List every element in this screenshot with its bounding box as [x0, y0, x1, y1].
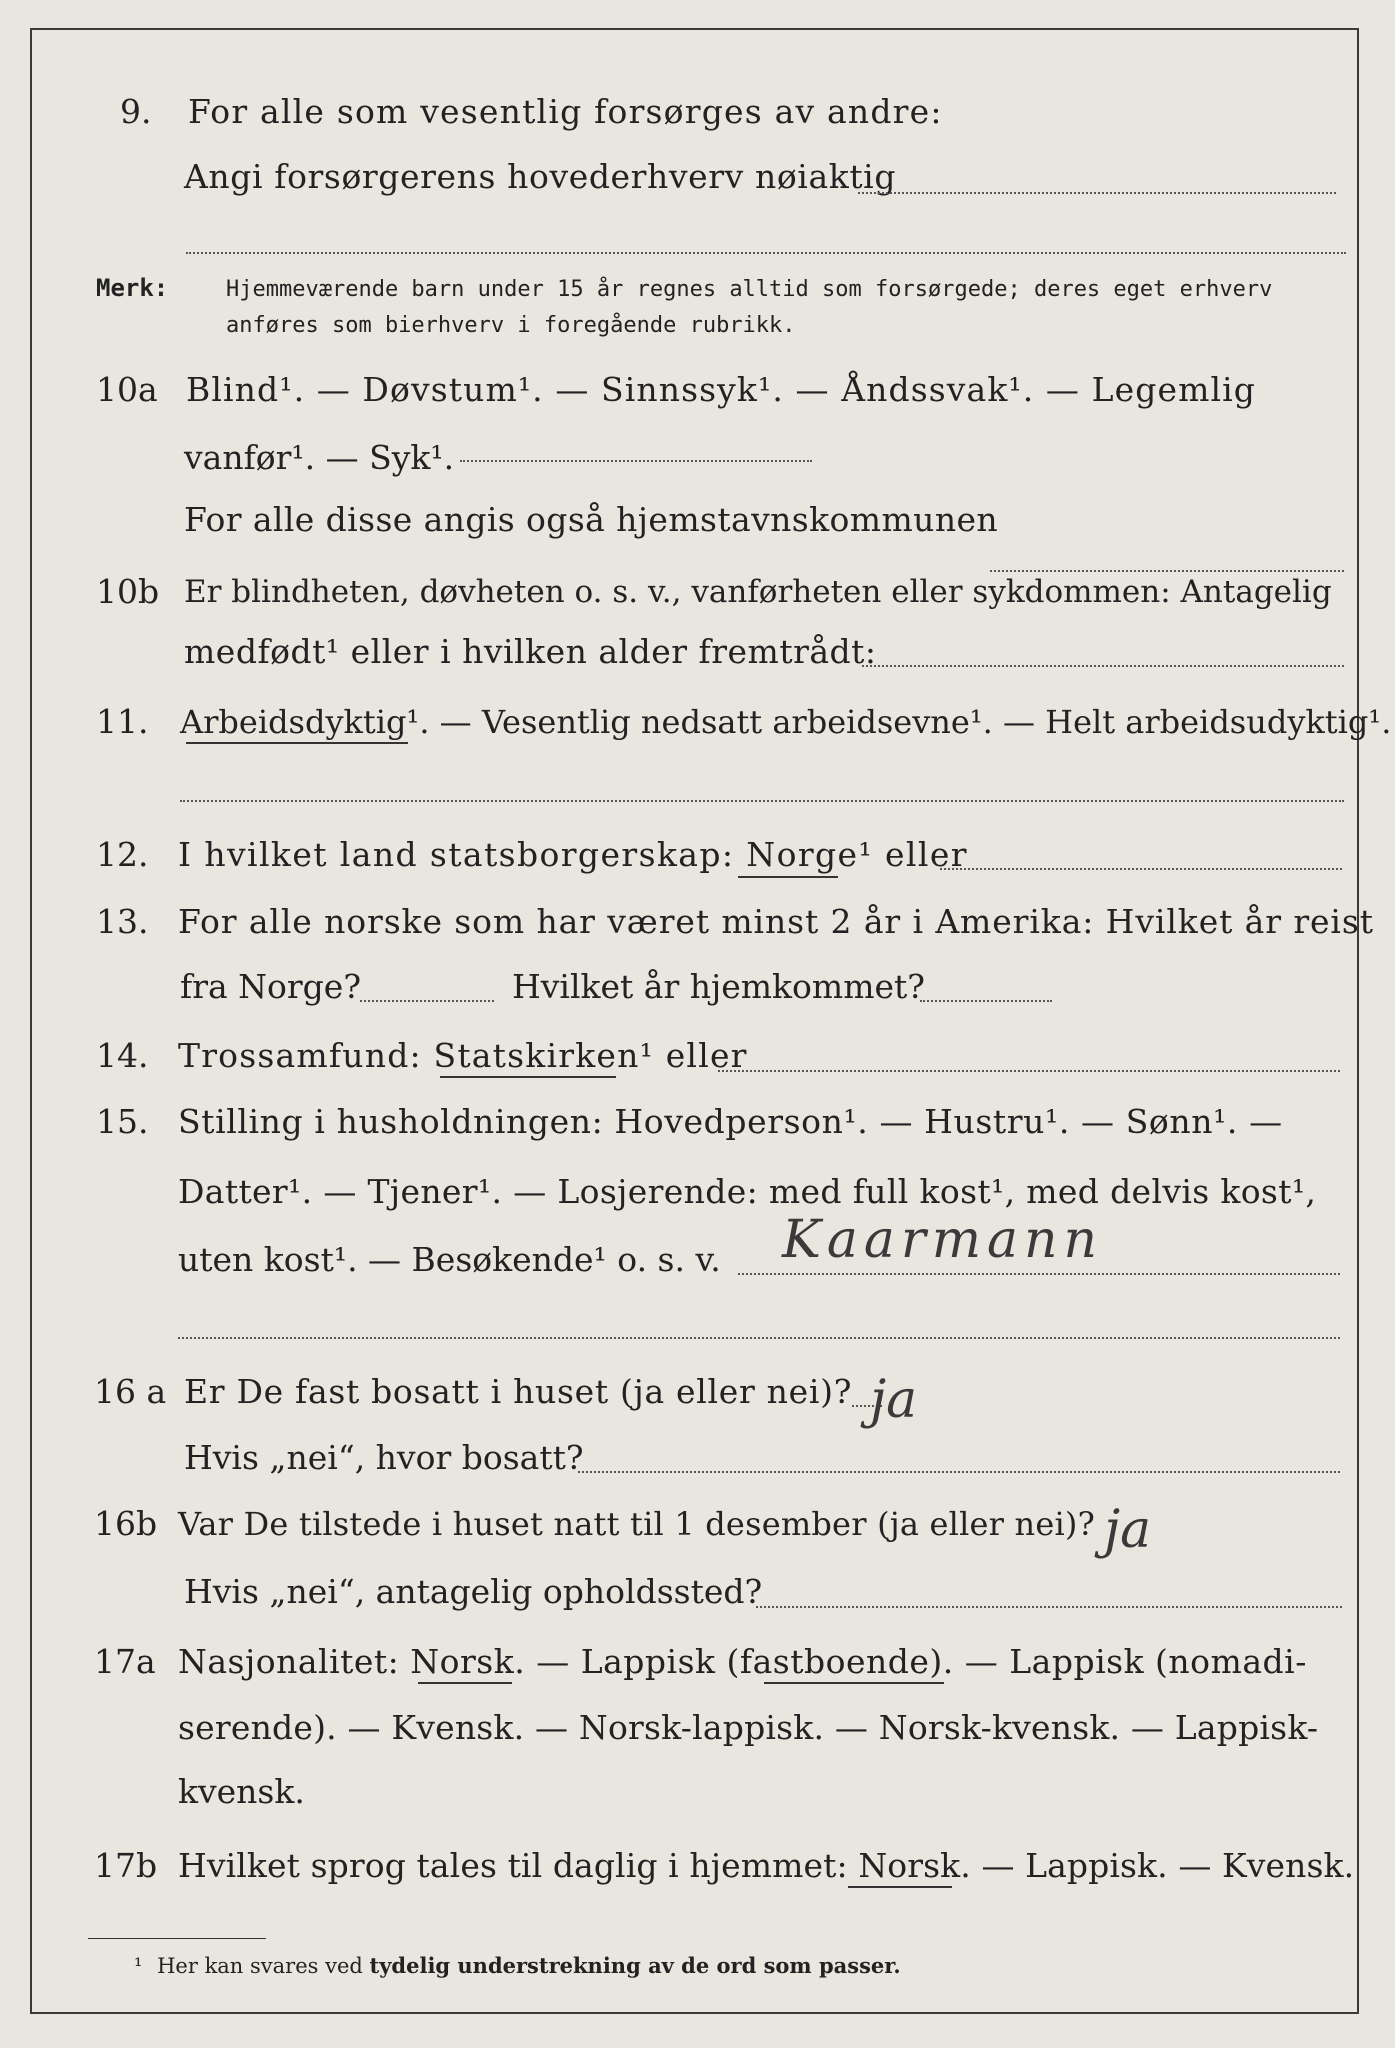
q15-answer-line: [738, 1273, 1340, 1275]
q17b-number: 17b: [94, 1846, 158, 1885]
q12-line1: I hvilket land statsborgerskap: Norge¹ eller: [178, 835, 968, 874]
q12-answer-line: [940, 868, 1342, 870]
q16b-answer-line: [756, 1606, 1342, 1608]
merk-line1: Hjemmeværende barn under 15 år regnes alltid som forsørgede; deres eget erhverv: [226, 277, 1273, 302]
merk-line2: anføres som bierhverv i foregående rubrikk.: [226, 313, 796, 338]
q13-number: 13.: [96, 902, 149, 941]
q11-number: 11.: [96, 702, 149, 741]
q9-answer-line-2: [186, 252, 1346, 254]
q9-number: 9.: [120, 92, 152, 131]
q17a-line1: Nasjonalitet: Norsk. — Lappisk (fastboende). — Lappisk (nomadi-: [178, 1642, 1307, 1681]
merk-label: Merk:: [96, 274, 169, 302]
q17a-line3: kvensk.: [178, 1772, 305, 1811]
q17a-number: 17a: [94, 1642, 156, 1681]
footnote-mark: ¹: [134, 1954, 143, 1978]
q16a-line2: Hvis „nei“, hvor bosatt?: [184, 1438, 584, 1477]
q13-answer-line-hjemkommet: [920, 1000, 1052, 1002]
q13-answer-line-reist: [360, 1000, 494, 1002]
q16a-number: 16 a: [94, 1372, 167, 1411]
q12-number: 12.: [96, 835, 149, 874]
q16a-line1: Er De fast bosatt i huset (ja eller nei)?: [184, 1372, 853, 1411]
q15-answer-line-2: [178, 1337, 1340, 1339]
q10a-line3: For alle disse angis også hjemstavnskommunen: [184, 500, 999, 539]
q16b-number: 16b: [94, 1504, 158, 1543]
q16b-line2: Hvis „nei“, antagelig opholdssted?: [184, 1572, 763, 1611]
q15-handwritten-answer: Kaarmann: [782, 1210, 1103, 1270]
q11-underline-arbeidsdyktig: [186, 742, 408, 744]
q13-line2b: Hvilket år hjemkommet?: [512, 967, 925, 1006]
q14-answer-line: [718, 1070, 1340, 1072]
q16a-handwritten-answer: ja: [870, 1370, 918, 1430]
q17a-underline-norsk: [418, 1682, 512, 1684]
q16b-line1: Var De tilstede i huset natt til 1 desember (ja eller nei)?: [178, 1505, 1095, 1543]
q10b-line1: Er blindheten, døvheten o. s. v., vanførheten eller sykdommen: Antagelig: [184, 574, 1332, 610]
q10a-answer-line: [460, 460, 812, 462]
q17b-line1: Hvilket sprog tales til daglig i hjemmet: Norsk. — Lappisk. — Kvensk.: [178, 1846, 1355, 1885]
q10b-line2: medfødt¹ eller i hvilken alder fremtrådt:: [184, 632, 877, 671]
q15-line1: Stilling i husholdningen: Hovedperson¹. — Hustru¹. — Sønn¹. —: [178, 1102, 1283, 1141]
q11-line1: Arbeidsdyktig¹. — Vesentlig nedsatt arbeidsevne¹. — Helt arbeidsudyktig¹.: [180, 703, 1392, 741]
q17b-underline-norsk: [848, 1886, 952, 1888]
footnote-text-bold: tydelig understrekning av de ord som passer.: [369, 1953, 901, 1978]
q13-line1: For alle norske som har været minst 2 år i Amerika: Hvilket år reist: [178, 902, 1374, 941]
q9-line2: Angi forsørgerens hovederhverv nøiaktig: [184, 157, 897, 196]
q11-answer-line: [180, 800, 1344, 802]
q10a-line1: Blind¹. — Døvstum¹. — Sinnssyk¹. — Åndssvak¹. — Legemlig: [186, 370, 1257, 409]
footnote: [134, 1952, 901, 1980]
q9-line1: For alle som vesentlig forsørges av andre:: [188, 92, 943, 131]
q16b-handwritten-answer: ja: [1104, 1500, 1152, 1560]
q12-underline-norge: [738, 876, 838, 878]
footnote-divider: [88, 1938, 266, 1939]
q13-line2a: fra Norge?: [180, 967, 362, 1006]
q16a-answer-line-2: [578, 1471, 1340, 1473]
q14-number: 14.: [96, 1036, 149, 1075]
q15-line2: Datter¹. — Tjener¹. — Losjerende: med full kost¹, med delvis kost¹,: [178, 1172, 1317, 1211]
q10a-line2: vanfør¹. — Syk¹.: [184, 438, 455, 477]
q14-underline-statskirken: [440, 1076, 616, 1078]
q14-line1: Trossamfund: Statskirken¹ eller: [178, 1036, 748, 1075]
q15-line3: uten kost¹. — Besøkende¹ o. s. v.: [178, 1240, 721, 1279]
q15-number: 15.: [96, 1102, 149, 1141]
q17a-line2: serende). — Kvensk. — Norsk-lappisk. — Norsk-kvensk. — Lappisk-: [178, 1708, 1319, 1747]
q9-answer-line: [858, 192, 1336, 194]
q10b-answer-line: [862, 665, 1344, 667]
q10a-number: 10a: [96, 370, 158, 409]
q10b-number: 10b: [96, 572, 160, 611]
q17a-underline-fastboende: [764, 1682, 944, 1684]
footnote-text-plain: Her kan svares ved: [157, 1954, 363, 1978]
